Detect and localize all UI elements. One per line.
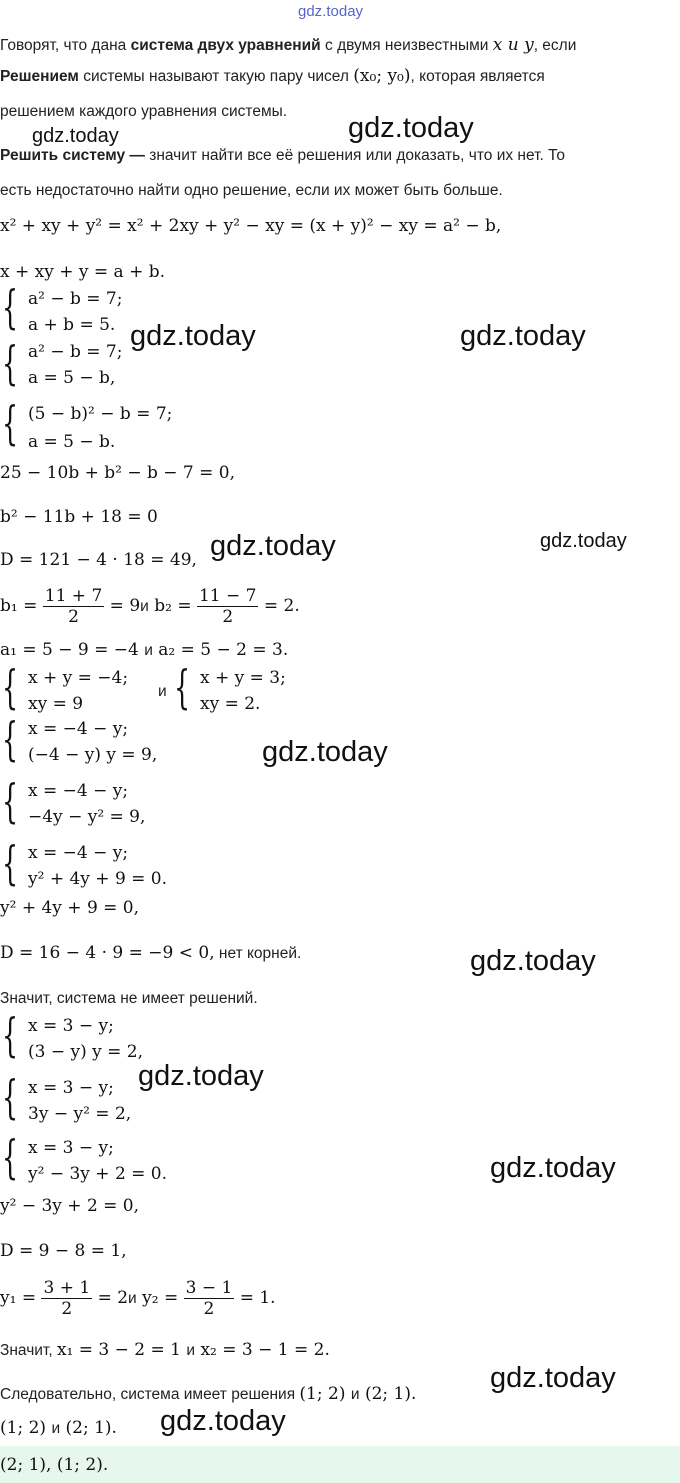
and-word: и: [158, 683, 167, 700]
watermark: gdz.today: [138, 1060, 264, 1092]
watermark-top: gdz.today: [298, 3, 364, 20]
solution-pair: (2; 1).: [364, 1384, 417, 1404]
no-roots-text: нет корней.: [214, 945, 302, 962]
brace-icon: {: [2, 396, 19, 450]
brace-icon: {: [2, 774, 19, 828]
equation: D = 121 − 4 · 18 = 49,: [0, 550, 197, 570]
intro-text: , которая является: [410, 68, 545, 85]
solution-pair: (1; 2): [0, 1418, 47, 1438]
intro-math: (x₀; y₀): [353, 66, 411, 86]
intro-line-4: [0, 147, 565, 165]
system-line: (3 − y) y = 2,: [28, 1042, 144, 1062]
intro-line-1: [0, 35, 576, 55]
root-rhs: = 2.: [263, 596, 300, 616]
and-word: и: [140, 598, 149, 615]
fraction: [41, 1278, 92, 1319]
system-line: −4y − y² = 9,: [28, 807, 146, 827]
system-line: x = 3 − y;: [28, 1138, 114, 1158]
watermark: gdz.today: [262, 736, 388, 768]
equation: x² + xy + y² = x² + 2xy + y² − xy = (x + y)² − xy = a² − b,: [0, 216, 502, 236]
root-value: x₂ = 3 − 1 = 2.: [200, 1340, 330, 1360]
intro-bold: Решить систему —: [0, 147, 145, 164]
system-line: xy = 2.: [200, 694, 261, 714]
system-line: a² − b = 7;: [28, 342, 123, 362]
watermark: gdz.today: [460, 320, 586, 352]
system-line: (5 − b)² − b = 7;: [28, 404, 173, 424]
denominator: 2: [61, 1299, 73, 1319]
intro-text: , если: [533, 37, 577, 54]
watermark: gdz.today: [490, 1152, 616, 1184]
brace-icon: {: [2, 1008, 19, 1062]
watermark: gdz.today: [160, 1405, 286, 1437]
brace-icon: {: [2, 280, 19, 334]
system-line: xy = 9: [28, 694, 84, 714]
system-line: 3y − y² = 2,: [28, 1104, 132, 1124]
system-line: x = −4 − y;: [28, 781, 129, 801]
roots-x: [0, 1340, 330, 1360]
denominator: 2: [222, 607, 234, 627]
numerator: 11 + 7: [44, 586, 103, 606]
system-line: a + b = 5.: [28, 315, 116, 335]
system-line: x = −4 − y;: [28, 719, 129, 739]
system-line: a² − b = 7;: [28, 289, 123, 309]
and-word: и: [186, 1342, 196, 1359]
denominator: 2: [68, 607, 79, 627]
equation: 25 − 10b + b² − b − 7 = 0,: [0, 463, 236, 483]
roots-y: [0, 1278, 276, 1319]
brace-icon: {: [2, 1070, 19, 1124]
system-line: a = 5 − b.: [28, 432, 116, 452]
root-value: x₁ = 3 − 2 = 1: [56, 1340, 181, 1360]
system-line: (−4 − y) y = 9,: [28, 745, 158, 765]
brace-icon: {: [2, 836, 19, 890]
system-line: y² − 3y + 2 = 0.: [28, 1164, 168, 1184]
system-line: x = 3 − y;: [28, 1016, 114, 1036]
conclusion: [0, 1384, 416, 1404]
prefix-text: Значит,: [0, 1342, 57, 1359]
numerator: 3 − 1: [185, 1278, 233, 1298]
intro-text: системы называют такую пару чисел: [78, 68, 354, 85]
brace-icon: {: [2, 712, 19, 766]
system-line: x = −4 − y;: [28, 843, 129, 863]
watermark: gdz.today: [470, 945, 596, 977]
root-lhs: y₁ =: [0, 1288, 37, 1308]
root-value: a₂ = 5 − 2 = 3.: [158, 640, 289, 660]
fraction: [184, 1278, 235, 1319]
system-line: a = 5 − b,: [28, 368, 116, 388]
intro-line-2: [0, 66, 545, 86]
equation: y² + 4y + 9 = 0,: [0, 898, 140, 918]
system-line: y² + 4y + 9 = 0.: [28, 869, 168, 889]
numerator: 11 − 7: [198, 586, 257, 606]
brace-icon: {: [174, 660, 191, 714]
equation: [0, 943, 301, 963]
watermark: gdz.today: [348, 112, 474, 144]
root-lhs: b₂ =: [154, 596, 192, 616]
watermark: gdz.today: [210, 530, 336, 562]
system-line: x = 3 − y;: [28, 1078, 114, 1098]
intro-text: значит найти все её решения или доказать, что их нет. То: [144, 147, 565, 164]
and-word: и: [128, 1290, 137, 1307]
brace-icon: {: [2, 1130, 19, 1184]
numerator: 3 + 1: [43, 1278, 91, 1298]
watermark: gdz.today: [540, 530, 627, 552]
intro-line-3: решением каждого уравнения системы.: [0, 103, 288, 120]
fraction: [197, 586, 259, 627]
root-lhs: b₁ =: [0, 596, 38, 616]
solution-pair: (1; 2): [299, 1384, 346, 1404]
solution-pair: (2; 1).: [65, 1418, 117, 1438]
denominator: 2: [203, 1299, 215, 1319]
equation: D = 9 − 8 = 1,: [0, 1241, 127, 1261]
root-lhs: y₂ =: [142, 1288, 179, 1308]
discriminant: D = 16 − 4 · 9 = −9 < 0,: [0, 943, 215, 963]
roots-a: [0, 640, 288, 660]
brace-icon: {: [2, 660, 19, 714]
intro-bold: система двух уравнений: [130, 37, 321, 54]
root-value: a₁ = 5 − 9 = −4: [0, 640, 139, 660]
watermark: gdz.today: [490, 1362, 616, 1394]
watermark: gdz.today: [130, 320, 256, 352]
intro-bold: Решением: [0, 68, 79, 85]
pairs-line: [0, 1418, 117, 1438]
intro-text: Говорят, что дана: [0, 37, 131, 54]
root-rhs: = 9: [109, 596, 141, 616]
system-line: x + y = −4;: [28, 668, 129, 688]
and-word: и: [350, 1386, 360, 1403]
no-solutions-text: Значит, система не имеет решений.: [0, 990, 258, 1007]
root-rhs: = 2: [97, 1288, 129, 1308]
and-word: и: [51, 1420, 61, 1437]
roots-b: [0, 586, 300, 627]
brace-icon: {: [2, 336, 19, 390]
intro-text: с двумя неизвестными: [320, 37, 493, 54]
root-rhs: = 1.: [239, 1288, 276, 1308]
equation: x + xy + y = a + b.: [0, 262, 166, 282]
intro-math: x и y: [492, 35, 534, 55]
intro-line-5: есть недостаточно найти одно решение, если их может быть больше.: [0, 182, 503, 199]
system-line: x + y = 3;: [200, 668, 286, 688]
watermark: gdz.today: [32, 125, 119, 147]
conclusion-text: Следовательно, система имеет решения: [0, 1386, 300, 1403]
answer: (2; 1), (1; 2).: [0, 1455, 109, 1475]
equation: b² − 11b + 18 = 0: [0, 507, 158, 527]
and-word: и: [144, 642, 153, 659]
fraction: [43, 586, 105, 627]
equation: y² − 3y + 2 = 0,: [0, 1196, 140, 1216]
